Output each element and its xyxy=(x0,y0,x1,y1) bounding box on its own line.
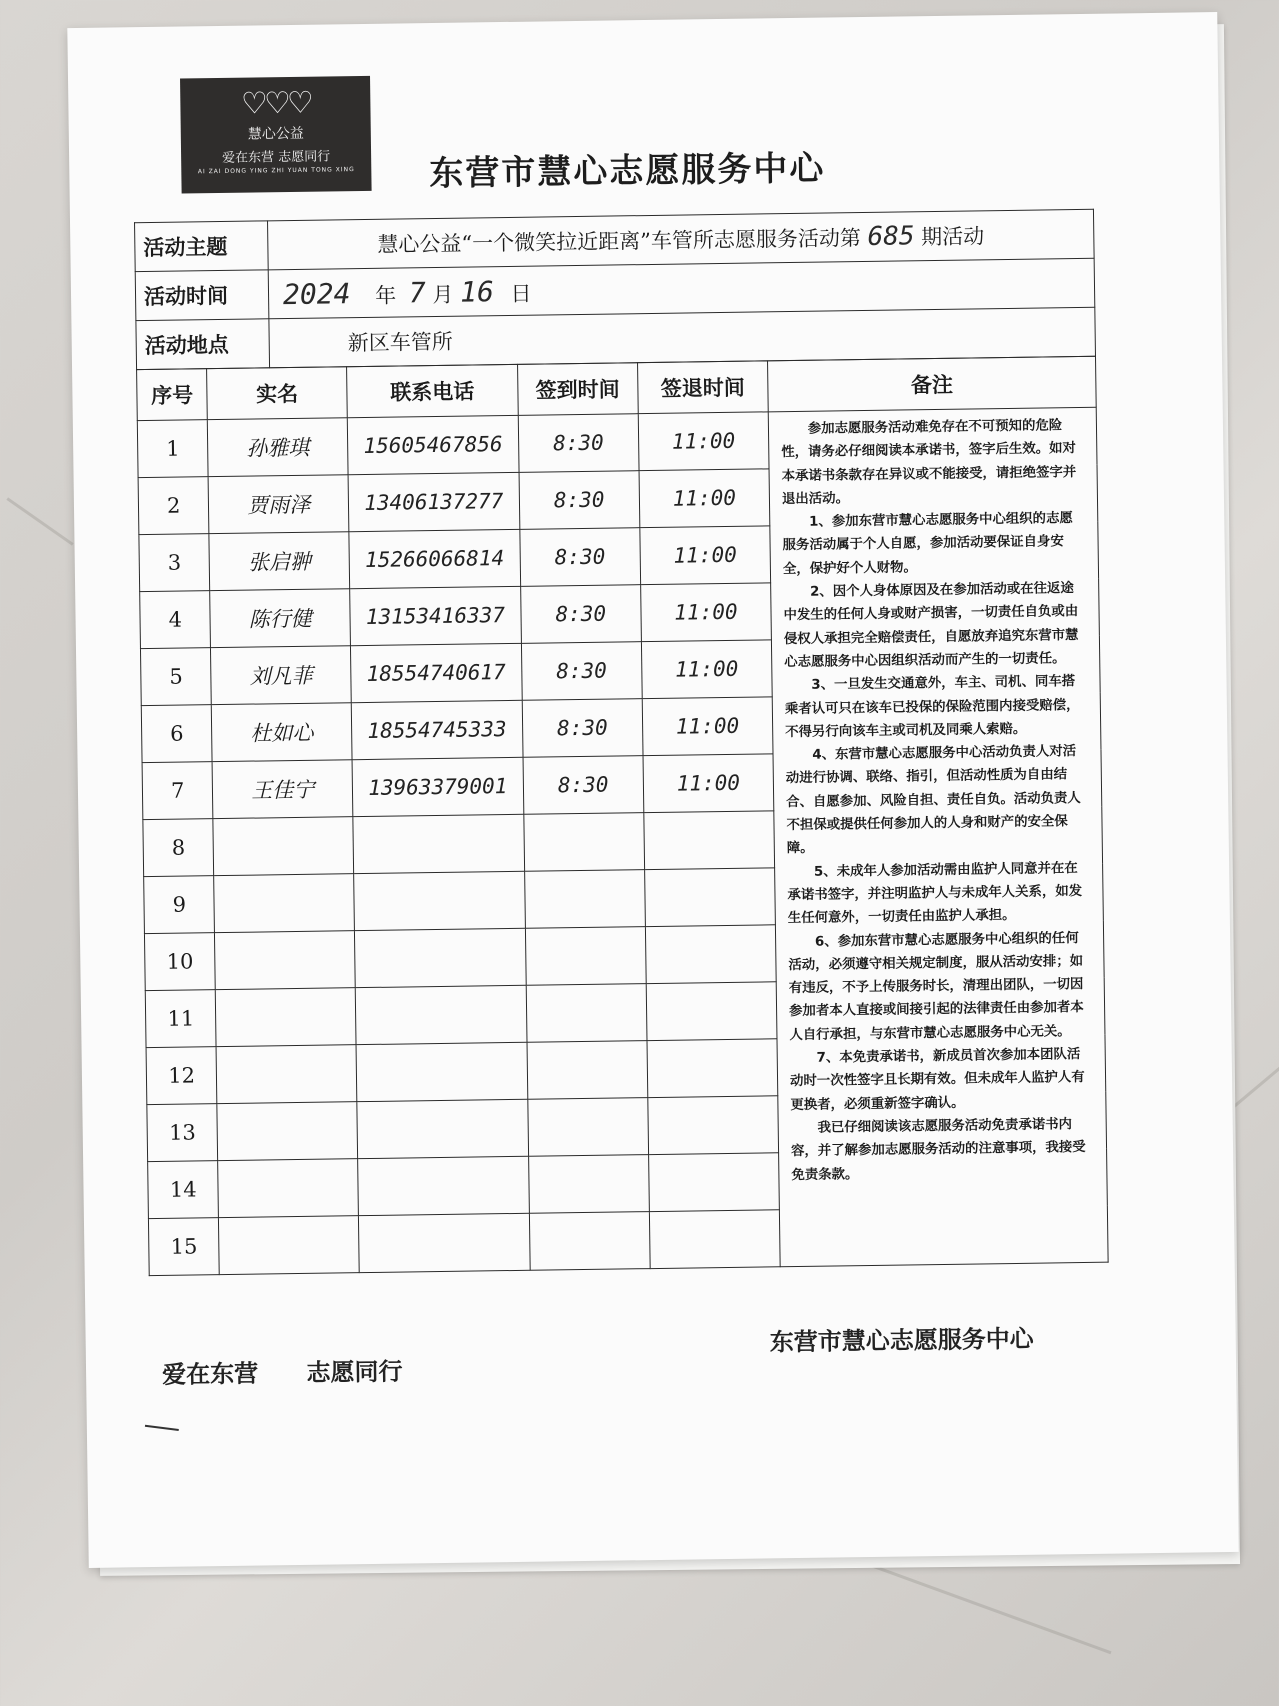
volunteer-phone xyxy=(358,1156,529,1215)
header-checkin: 签到时间 xyxy=(517,363,638,416)
theme-suffix: 期活动 xyxy=(921,224,985,250)
volunteer-name: 贾雨泽 xyxy=(209,475,349,534)
volunteer-phone xyxy=(355,985,526,1044)
pen-mark xyxy=(145,1425,179,1431)
volunteer-name: 王佳宁 xyxy=(213,760,353,819)
disclaimer-paragraph: 我已仔细阅读该志愿服务活动免责承诺书内容，并了解参加志愿服务活动的注意事项，我接受免责条款。 xyxy=(790,1117,1086,1183)
checkin-time: 8:30 xyxy=(519,471,640,530)
theme-period: 685 xyxy=(867,221,915,252)
checkout-time: 11:00 xyxy=(643,754,774,813)
checkout-time xyxy=(647,1039,778,1098)
volunteer-name: 孙雅琪 xyxy=(208,418,348,477)
volunteer-roster-table xyxy=(136,356,1109,1276)
date-day-unit: 日 xyxy=(510,281,532,306)
footer-slogan-1: 爱在东营 xyxy=(161,1358,259,1389)
checkin-time: 8:30 xyxy=(520,528,641,587)
row-no: 2 xyxy=(138,477,209,535)
row-no: 9 xyxy=(144,876,215,934)
table-row xyxy=(137,407,1097,477)
row-no: 8 xyxy=(143,819,214,877)
date-day: 16 xyxy=(459,274,495,309)
volunteer-phone xyxy=(354,928,525,987)
volunteer-name xyxy=(217,1102,357,1161)
time-label: 活动时间 xyxy=(135,270,269,321)
disclaimer-paragraph: 7、本免责承诺书，新成员首次参加本团队活动时一次性签字且长期有效。但未成年人监护人有更换者，必须重新签字确认。 xyxy=(790,1047,1085,1113)
volunteer-name xyxy=(214,874,354,933)
header-no: 序号 xyxy=(137,369,208,421)
checkout-time: 11:00 xyxy=(638,412,769,471)
checkout-time xyxy=(644,868,775,927)
volunteer-phone xyxy=(357,1099,528,1158)
checkin-time: 8:30 xyxy=(521,642,642,701)
checkin-time: 8:30 xyxy=(523,756,644,815)
volunteer-name xyxy=(219,1216,359,1275)
volunteer-name xyxy=(218,1159,358,1218)
checkout-time xyxy=(648,1153,779,1212)
header-checkout: 签退时间 xyxy=(637,361,768,414)
checkin-time: 8:30 xyxy=(518,414,639,473)
checkout-time: 11:00 xyxy=(642,697,773,756)
checkout-time: 11:00 xyxy=(640,583,771,642)
logo-pinyin: AI ZAI DONG YING ZHI YUAN TONG XING xyxy=(197,166,355,176)
disclaimer-notes xyxy=(768,407,1108,1266)
row-no: 1 xyxy=(137,420,208,478)
footer-org: 东营市慧心志愿服务中心 xyxy=(769,1323,1034,1357)
volunteer-name: 杜如心 xyxy=(212,703,352,762)
theme-prefix: 慧心公益“一个微笑拉近距离”车管所志愿服务活动第 xyxy=(377,226,862,257)
activity-info-table xyxy=(134,209,1096,370)
disclaimer-paragraph: 6、参加东营市慧心志愿服务中心组织的任何活动，必须遵守相关规定制度，服从活动安排；如有违反，不予上传服务时长，清理出团队，一切因参加者本人直接或间接引起的法律责任由参加者本人自行承担，与东营市慧心志愿服务中心无关。 xyxy=(788,930,1084,1043)
volunteer-name xyxy=(216,988,356,1047)
checkin-time xyxy=(526,984,647,1043)
row-no: 3 xyxy=(139,534,210,592)
sign-in-sheet xyxy=(67,12,1238,1568)
place-label: 活动地点 xyxy=(136,319,270,370)
volunteer-name xyxy=(217,1045,357,1104)
checkin-time xyxy=(527,1041,648,1100)
volunteer-phone xyxy=(358,1213,529,1272)
footer-slogan-2: 志愿同行 xyxy=(306,1356,403,1387)
place-text: 新区车管所 xyxy=(347,329,453,356)
theme-label: 活动主题 xyxy=(135,221,269,272)
volunteer-name: 刘凡菲 xyxy=(211,646,351,705)
header-notes: 备注 xyxy=(768,356,1097,412)
checkout-time: 11:00 xyxy=(641,640,772,699)
volunteer-phone: 15605467856 xyxy=(347,415,518,474)
logo-brand: 慧心公益 xyxy=(247,125,304,143)
row-no: 10 xyxy=(144,933,215,991)
logo-motto: 爱在东营 志愿同行 xyxy=(221,149,331,166)
row-no: 11 xyxy=(145,990,216,1048)
checkin-time: 8:30 xyxy=(520,585,641,644)
checkin-time xyxy=(524,870,645,929)
row-no: 7 xyxy=(142,762,213,820)
volunteer-phone: 13406137277 xyxy=(348,472,519,531)
volunteer-name: 陈行健 xyxy=(210,589,350,648)
row-no: 13 xyxy=(147,1104,218,1162)
disclaimer-paragraph: 3、一旦发生交通意外，车主、司机、同车搭乘者认可只在该车已投保的保险范围内接受赔偿，不得另行向该车主或司机及同乘人索赔。 xyxy=(784,674,1080,741)
volunteer-name xyxy=(215,931,355,990)
volunteer-phone: 18554745333 xyxy=(351,700,522,759)
hearts-icon: ♡♡♡ xyxy=(240,85,310,122)
volunteer-phone xyxy=(356,1042,527,1101)
disclaimer-paragraph: 5、未成年人参加活动需由监护人同意并在在承诺书签字，并注明监护人与未成年人关系，如发生任何意外，一切责任由监护人承担。 xyxy=(787,860,1083,927)
volunteer-phone: 15266066814 xyxy=(349,529,520,588)
date-year-unit: 年 xyxy=(375,283,397,308)
row-no: 14 xyxy=(148,1161,219,1219)
header-name: 实名 xyxy=(207,367,347,420)
row-no: 12 xyxy=(146,1047,217,1105)
marble-vein xyxy=(6,497,73,545)
date-month-unit: 月 xyxy=(432,282,454,307)
checkout-time xyxy=(648,1096,779,1155)
checkin-time xyxy=(529,1212,650,1271)
row-no: 6 xyxy=(141,705,212,763)
disclaimer-paragraph: 4、东营市慧心志愿服务中心活动负责人对活动进行协调、联络、指引，但活动性质为自由结合、自愿参加、风险自担、责任自负。活动负责人不担保或提供任何参加人的人身和财产的安全保障。 xyxy=(785,744,1081,857)
volunteer-name xyxy=(213,817,353,876)
checkout-time: 11:00 xyxy=(639,469,770,528)
header-phone: 联系电话 xyxy=(347,364,518,417)
disclaimer-paragraph: 2、因个人身体原因及在参加活动或在往返途中发生的任何人身或财产损害，一切责任自负或由侵权人承担完全赔偿责任，自愿放弃追究东营市慧心志愿服务中心因组织活动而产生的一切责任。 xyxy=(783,581,1079,671)
volunteer-phone: 13153416337 xyxy=(350,586,521,645)
checkout-time xyxy=(644,811,775,870)
checkin-time xyxy=(523,813,644,872)
date-month: 7 xyxy=(408,275,426,309)
org-logo xyxy=(180,76,372,194)
date-year: 2024 xyxy=(282,276,351,311)
checkout-time xyxy=(649,1210,780,1269)
checkin-time xyxy=(527,1098,648,1157)
checkout-time xyxy=(646,982,777,1041)
volunteer-name: 张启翀 xyxy=(209,532,349,591)
disclaimer-paragraph: 1、参加东营市慧心志愿服务中心组织的志愿服务活动属于个人自愿，参加活动要保证自身安全，保护好个人财物。 xyxy=(782,511,1073,577)
row-no: 15 xyxy=(148,1218,219,1276)
checkout-time: 11:00 xyxy=(640,526,771,585)
volunteer-phone: 13963379001 xyxy=(352,757,523,816)
volunteer-phone xyxy=(354,871,525,930)
disclaimer-paragraph: 参加志愿服务活动难免存在不可预知的危险性，请务必仔细阅读本承诺书，签字后生效。如对本承诺书条款存在异议或不能接受，请拒绝签字并退出活动。 xyxy=(781,418,1077,508)
checkout-time xyxy=(645,925,776,984)
checkin-time xyxy=(525,927,646,986)
footer-slogan xyxy=(162,1351,443,1390)
volunteer-phone: 18554740617 xyxy=(351,643,522,702)
row-no: 5 xyxy=(140,648,211,706)
row-no: 4 xyxy=(140,591,211,649)
checkin-time: 8:30 xyxy=(522,699,643,758)
checkin-time xyxy=(528,1155,649,1214)
volunteer-phone xyxy=(353,814,524,873)
page-title: 东营市慧心志愿服务中心 xyxy=(429,148,826,195)
